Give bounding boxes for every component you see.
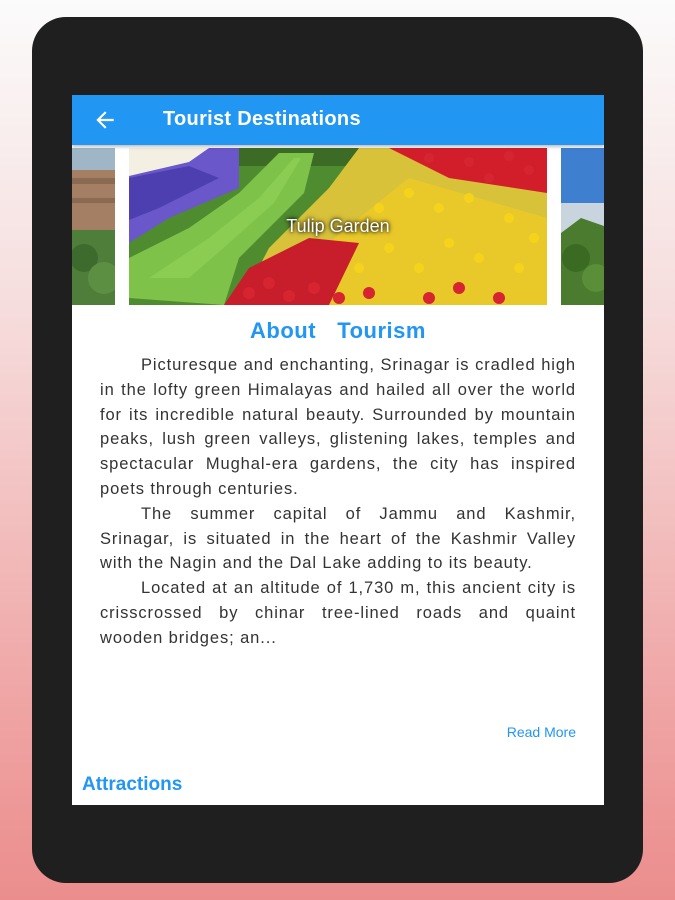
image-carousel[interactable] xyxy=(72,148,604,305)
app-screen xyxy=(72,95,604,805)
attractions-heading: Attractions xyxy=(82,774,183,795)
about-text xyxy=(100,353,576,651)
carousel-slide-tulip-garden[interactable] xyxy=(129,148,547,305)
about-paragraph-1: Picturesque and enchanting, Srinagar is cradled high in the lofty green Himalayas and hailed all over the world for its incredible natural beauty. Surrounded by mountain peaks, lush green valleys, glistening lakes, temples and spectacular Mughal-era gardens, the city has inspired poets through centuries. xyxy=(100,356,576,498)
read-more-link[interactable]: Read More xyxy=(506,724,576,740)
carousel-slide-previous[interactable] xyxy=(72,148,115,305)
arrow-left-icon[interactable] xyxy=(92,107,118,133)
about-paragraph-3: Located at an altitude of 1,730 m, this ancient city is crisscrossed by chinar tree-lined roads and quaint wooden bridges; an... xyxy=(100,579,576,647)
carousel-slide-next[interactable] xyxy=(561,148,604,305)
about-paragraph-2: The summer capital of Jammu and Kashmir, Srinagar, is situated in the heart of the Kashmir Valley with the Nagin and the Dal Lake adding to its beauty. xyxy=(100,504,576,573)
page-title: Tourist Destinations xyxy=(163,108,361,130)
carousel-caption: Tulip Garden xyxy=(286,216,390,236)
about-heading: About Tourism xyxy=(250,318,426,343)
app-bar xyxy=(72,95,604,145)
